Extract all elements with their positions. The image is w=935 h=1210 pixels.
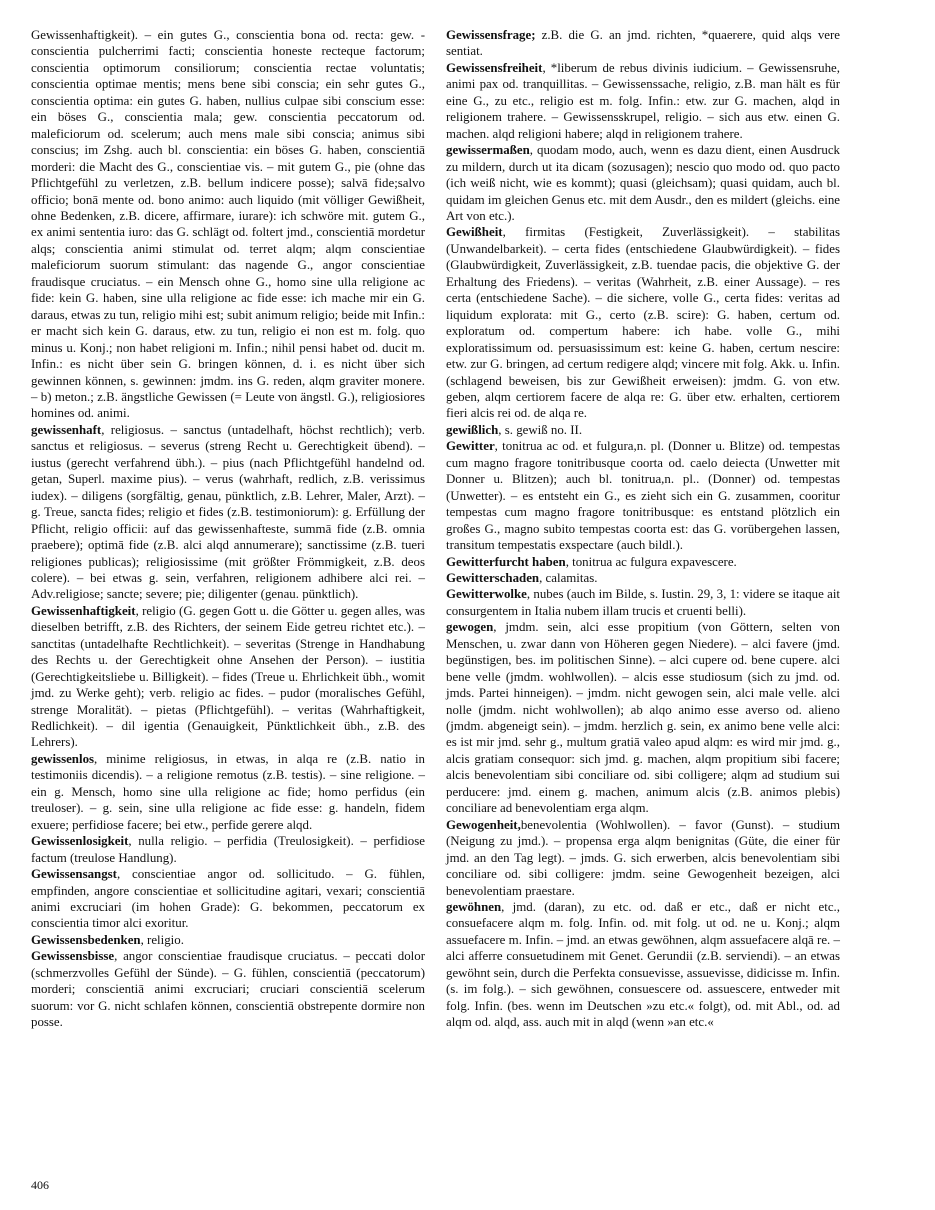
headword: Gewissensbedenken <box>31 932 141 947</box>
headword: Gewissensfrage; <box>446 28 536 42</box>
headword: Gewissensfreiheit <box>446 60 543 75</box>
entry-gewogen <box>446 619 840 816</box>
definition: z.B. die G. an jmd. richten, *quaerere, quid alqs vere sentiat. <box>446 28 840 59</box>
entry-gewissermassen <box>446 142 840 224</box>
definition: , religio. <box>140 932 184 947</box>
definition: , jmdm. sein, alci esse propitium (von Göttern, selten von Menschen, u. zwar dann von Höheren gegen Niedere). – alci favere (jmd. begünstigen, bes. im politischen Sinne). – alci cupere od. bene cupere. alci bene velle (jmdm. wohlwollen). – alcis esse studiosum (sich zu jmd. od. jmds. Partei hinneigen). – jmdm. nicht gewogen sein, alci male velle. alci nolle (jmdm. nicht wohlwollen); ab alqo animo esse averso od. alieno (jmdm. abgeneigt sein). – jmdm. herzlich g. sein, ex animo bene velle alci: es ist mir jmd. sehr g., multum gratiā valeo apud alqm: es wird mir jmd. g., alcis gratiam consequor: sich jmd. g. machen, alqm propitium sibi facere; alcis benevolentiam sibi conciliare od. sibi colligere; alqm ad studium sui perducere: jmd. einem g. machen, animum alcis (z.B. animos plebis) conciliare ad benevolentiam erga alqm. <box>446 620 840 816</box>
headword: Gewitterschaden <box>446 570 540 585</box>
definition: , angor conscientiae fraudisque cruciatus. – peccati dolor (schmerzvolles Gefühl der Sünde). – G. fühlen, conscientiā (peccatorum) morderi; conscientiā animi excruciari; cruciari conscientiā scelerum suorum: vor G. nicht schlafen können, conscientiā obstrepente dormire non posse. <box>31 949 425 1030</box>
entry-gewissensbedenken <box>31 932 425 948</box>
entry-gewitterschaden <box>446 570 840 586</box>
headword: gewissenlos <box>31 751 95 766</box>
definition: , tonitrua ac fulgura expavescere. <box>565 554 737 569</box>
entry-gewitterfurcht <box>446 554 840 570</box>
entry-gewissenlos <box>31 751 425 833</box>
entry-gewissensbisse <box>31 948 425 1030</box>
definition: , religiosus. – sanctus (untadelhaft, höchst rechtlich); verb. sanctus et religiosus. – severus (streng Recht u. Gerechtigkeit übend). – iustus (gerecht verfahrend übh.). – pius (nach Pflichtgefühl handelnd od. getan, Superl. maxime pius). – verus (wahrhaft, redlich, z.B. verissimus iudex). – diligens (sorgfältig, genau, pünktlich, z.B. Lehrer, Maler, Arzt). – g. Treue, sancta fides; religio et fides (z.B. testimoniorum): g. Erfüllung der Pflicht, religio officii: auf das gewissenhafteste, summā fide (z.B. omnia praebere); optimā fide (z.B. alci alqd annumerare); sanctissime (z.B. tueri religiones publicas); religiosissime (mit größter Frömmigkeit, z.B. deos colere). – bei etwas g. sein, verfahren, religionem adhibere alci rei. – Adv.religiose; sancte; severe; pie; diligenter (genau. pünktlich). <box>31 422 425 602</box>
headword: Gewissenlosigkeit <box>31 834 129 849</box>
headword: Gewitter <box>446 439 495 454</box>
definition: , quodam modo, auch, wenn es dazu dient, einen Ausdruck zu mildern, durch ut ita dicam (sozusagen); nescio quo modo od. quo pacto (ich weiß nicht, wie es kommt); quasi (gleichsam); quasi quidam, auch bl. quidam im gleichen Genus etc. mit dem Ausdr., den es mildert (gleichs. eine Art von etc.). <box>446 143 840 223</box>
entry-gewitterwolke <box>446 586 840 619</box>
entry-gewitter <box>446 438 840 553</box>
headword: gewissermaßen <box>446 143 530 158</box>
right-column <box>446 27 840 1031</box>
entry-gewogenheit <box>446 817 840 899</box>
headword: gewöhnen <box>446 900 502 915</box>
definition: , nulla religio. – perfidia (Treulosigkeit). – perfidiose factum (treulose Handlung). <box>31 834 425 865</box>
headword: gewogen <box>446 620 494 635</box>
definition: , s. gewiß no. II. <box>498 422 583 437</box>
headword: Gewißheit <box>446 225 503 240</box>
left-column <box>31 27 425 1031</box>
entry-gewissensfrage <box>446 27 840 60</box>
headword: Gewissensangst <box>31 867 117 882</box>
entry-gewisslich <box>446 422 840 438</box>
headword: gewißlich <box>446 422 499 437</box>
page-number: 406 <box>31 1178 49 1192</box>
headword: Gewitterfurcht haben <box>446 554 566 569</box>
definition: , *liberum de rebus divinis iudicium. – Gewissensruhe, animi pax od. tranquillitas. – Gewissenssache, religio, z.B. man hält es für eine G., zu etc., religio est m. folg. Infin.: etw. zur G. machen, alqd in religionem trahere. – Gewissensskrupel, religio. – sich aus etw. einen G. machen. alqd religioni habere; alqd in religionem trahere. <box>446 60 840 141</box>
definition: , jmd. (daran), zu etc. od. daß er etc., daß er nicht etc., consuefacere alqm m. folg. Infin. od. mit folg. ut od. ne u. Konj.; alqm assuefacere m. Infin. – jmd. an etwas gewöhnen, alqm assuefacere alqā re. – alci afferre consuetudinem mit Genet. Gerundii (z.B. serviendi). – an etwas gewöhnt sein, durch die Perfekta consuevisse, assuevisse, didicisse m. Infin. (s. im folg.). – sich gewöhnen, consuescere od. assuescere, entweder mit folg. Infin. (bes. wenn im Deutschen »zu etc.« folgt), od. mit Abl., od. ad alqm od. alqd, ass. auch mit in alqd (wenn »an etc.« <box>446 900 840 1030</box>
entry-gewissen-cont <box>31 27 425 422</box>
definition: , calamitas. <box>539 570 598 585</box>
entry-gewissenhaftigkeit <box>31 603 425 751</box>
entry-gewissensfreiheit <box>446 60 840 142</box>
headword: Gewissensbisse <box>31 949 115 964</box>
entry-gewissenhaft <box>31 422 425 603</box>
definition: benevolentia (Wohlwollen). – favor (Gunst). – studium (Neigung zu jmd.). – propensa erga alqm benignitas (Güte, die einer für jmd. an den Tag legt). – jmds. G. sich erwerben, alcis benevolentiam sibi conciliare od. sibi colligere: jmdm. seine Gewogenheit bezeigen, alci benevolentiam praestare. <box>446 817 840 898</box>
entry-gewissenlosigkeit <box>31 833 425 866</box>
entry-gewissheit <box>446 224 840 421</box>
entry-gewissensangst <box>31 866 425 932</box>
definition: , minime religiosus, in etwas, in alqa re (z.B. natio in testimoniis dicendis). – a religione remotus (z.B. testis). – sine religione. – ein g. Mensch, homo sine ulla religione ac fide; homo perfidus (ein treuloser). – g. sein, sine ulla religione ac fide esse: g. handeln, fidem exuere; perfidiose facere; bei etw., perfide gerere alqd. <box>31 751 425 832</box>
definition: , conscientiae angor od. sollicitudo. – G. fühlen, empfinden, angore conscientiae et sollicitudine agitari, vexari; conscientiā animi excruciari (im hohen Grade): G. bekommen, peccatorum ex conscientia timor alci exoritur. <box>31 867 425 931</box>
headword: gewissenhaft <box>31 422 102 437</box>
definition: Gewissenhaftigkeit). – ein gutes G., conscientia bona od. recta: gew. -conscientia pulcherrimi facti; conscientia honeste recteque factorum; conscientia optimorum consiliorum; conscientia rectae voluntatis; conscientia optimae mentis; mens bene sibi conscia; ein sehr gutes G., conscientia optima: ein gutes G. haben, nullius culpae sibi conscium esse: ein böses G., conscientia mala; gew. conscientia peccatorum od. maleficiorum od. scelerum; auch mens male sibi conscia; animus sibi conscius; im Zshg. auch bl. conscientia: ein böses G. haben, conscientiā morderi: die Macht des G., conscientiae vis. – mit gutem G., pie (ohne das Pflichtgefühl zu verletzen, z.B. bellum indicere posse); salvā fide;salvo officio; bonā mente od. bono animo: auch liquido (mit völliger Gewißheit, ohne Bedenken, z.B. dicere, affirmare, iurare): ich schwöre mit. gutem G., ex animi sententia iuro: das G. schlägt od. foltert jmd., conscientiā mordetur alqs; conscientia animi stimulat od. terret alqm; alqm conscientiae maleficiorum suorum stimulant: das nagende G., angor conscientiae fraudisque cruciatus. – ein Mensch ohne G., homo sine ulla religione ac fide: kein G. haben, sine ulla religione ac fide esse: ich mache mir ein G. daraus, etwas zu tun, religio mihi est; subit animum religio; beide mit Infin.: er macht sich kein G. daraus, etw. zu tun, religio ei non est m. folg. quo minus u. Konj.; non habet religioni m. Infin.; nihil pensi habet od. ducit m. Infin.: es nicht über sein G. bringen können, d. i. es nicht über sich gewinnen können, s. gewinnen: jmdm. ins G. reden, alqm graviter monere. – b) meton.; z.B. ängstliche Gewissen (= Leute von ängstl. G.), religiosiores homines od. animi. <box>31 28 425 421</box>
definition: , nubes (auch im Bilde, s. Iustin. 29, 3, 1: videre se itaque ait consurgentem in Italia nubem illam trucis et cruenti belli). <box>446 587 840 618</box>
definition: , tonitrua ac od. et fulgura,n. pl. (Donner u. Blitze) od. tempestas cum magno fragore tonitribusque coorta od. caelo deiecta (Unwetter mit Donner u. Blitzen); auch bl. tonitrua,n. pl.. (Donner) od. tempestas (Unwetter). – es entsteht ein G., es zieht sich ein G. zusammen, cooritur tempestas cum magno fragore tonitribusque: es entstand plötzlich ein großes G., magno subito tempestas coorta est: das G. vorübergehen lassen, transitum tempestatis exspectare (auch bildl.). <box>446 439 840 553</box>
headword: Gewissenhaftigkeit <box>31 603 136 618</box>
headword: Gewitterwolke <box>446 587 527 602</box>
entry-gewoehnen <box>446 899 840 1031</box>
headword: Gewogenheit, <box>446 817 521 832</box>
definition: , religio (G. gegen Gott u. die Götter u. gegen alles, was dieselben betrifft, z.B. des Richters, der seinem Eide getreu richtet etc.). – sanctitas (untadelhafte Rechtlichkeit). – severitas (Strenge in Handhabung des Rechts u. der Gerechtigkeit ohne Ansehen der Person). – iustitia (Gerechtigkeitsliebe u. Billigkeit). – fides (Treue u. Ehrlichkeit übh., womit jmd. zu Werke geht); verb. religio ac fides. – pudor (moralisches Gefühl, strenge Moralität). – pietas (Pflichtgefühl). – veritas (Wahrhaftigkeit, Redlichkeit). – dil igentia (Genauigkeit, Pünktlichkeit übh., z.B. des Lehrers). <box>31 603 425 750</box>
definition: , firmitas (Festigkeit, Zuverlässigkeit). – stabilitas (Unwandelbarkeit). – certa fides (entschiedene Glaubwürdigkeit). – fides (Glaubwürdigkeit, Zuverlässigkeit, z.B. tuendae pacis, die objektive G. der Erhaltung des Friedens). – veritas (Wahrheit, z.B. einer Aussage). – res certa (entschiedene Sache). – die sichere, volle G., certa fides: veritas ad liquidum explorata: mit G., certo (z.B. scire): G. haben, certum od. exploratum od. compertum habere: ich habe. volle G., mihi exploratissimum od. persuasissimum est: keine G. haben, certum nescire: etw. zur G. bringen, ad certum redigere alqd; vincere mit folg. Akk. u. Infin. (schlagend beweisen, bis zur Gewißheit erweisen): jmdm. G. von etw. geben, alqm certiorem facere de alqa re: G. über etw. erhalten, certiorem fieri alcis rei od. de alqa re. <box>446 225 840 421</box>
